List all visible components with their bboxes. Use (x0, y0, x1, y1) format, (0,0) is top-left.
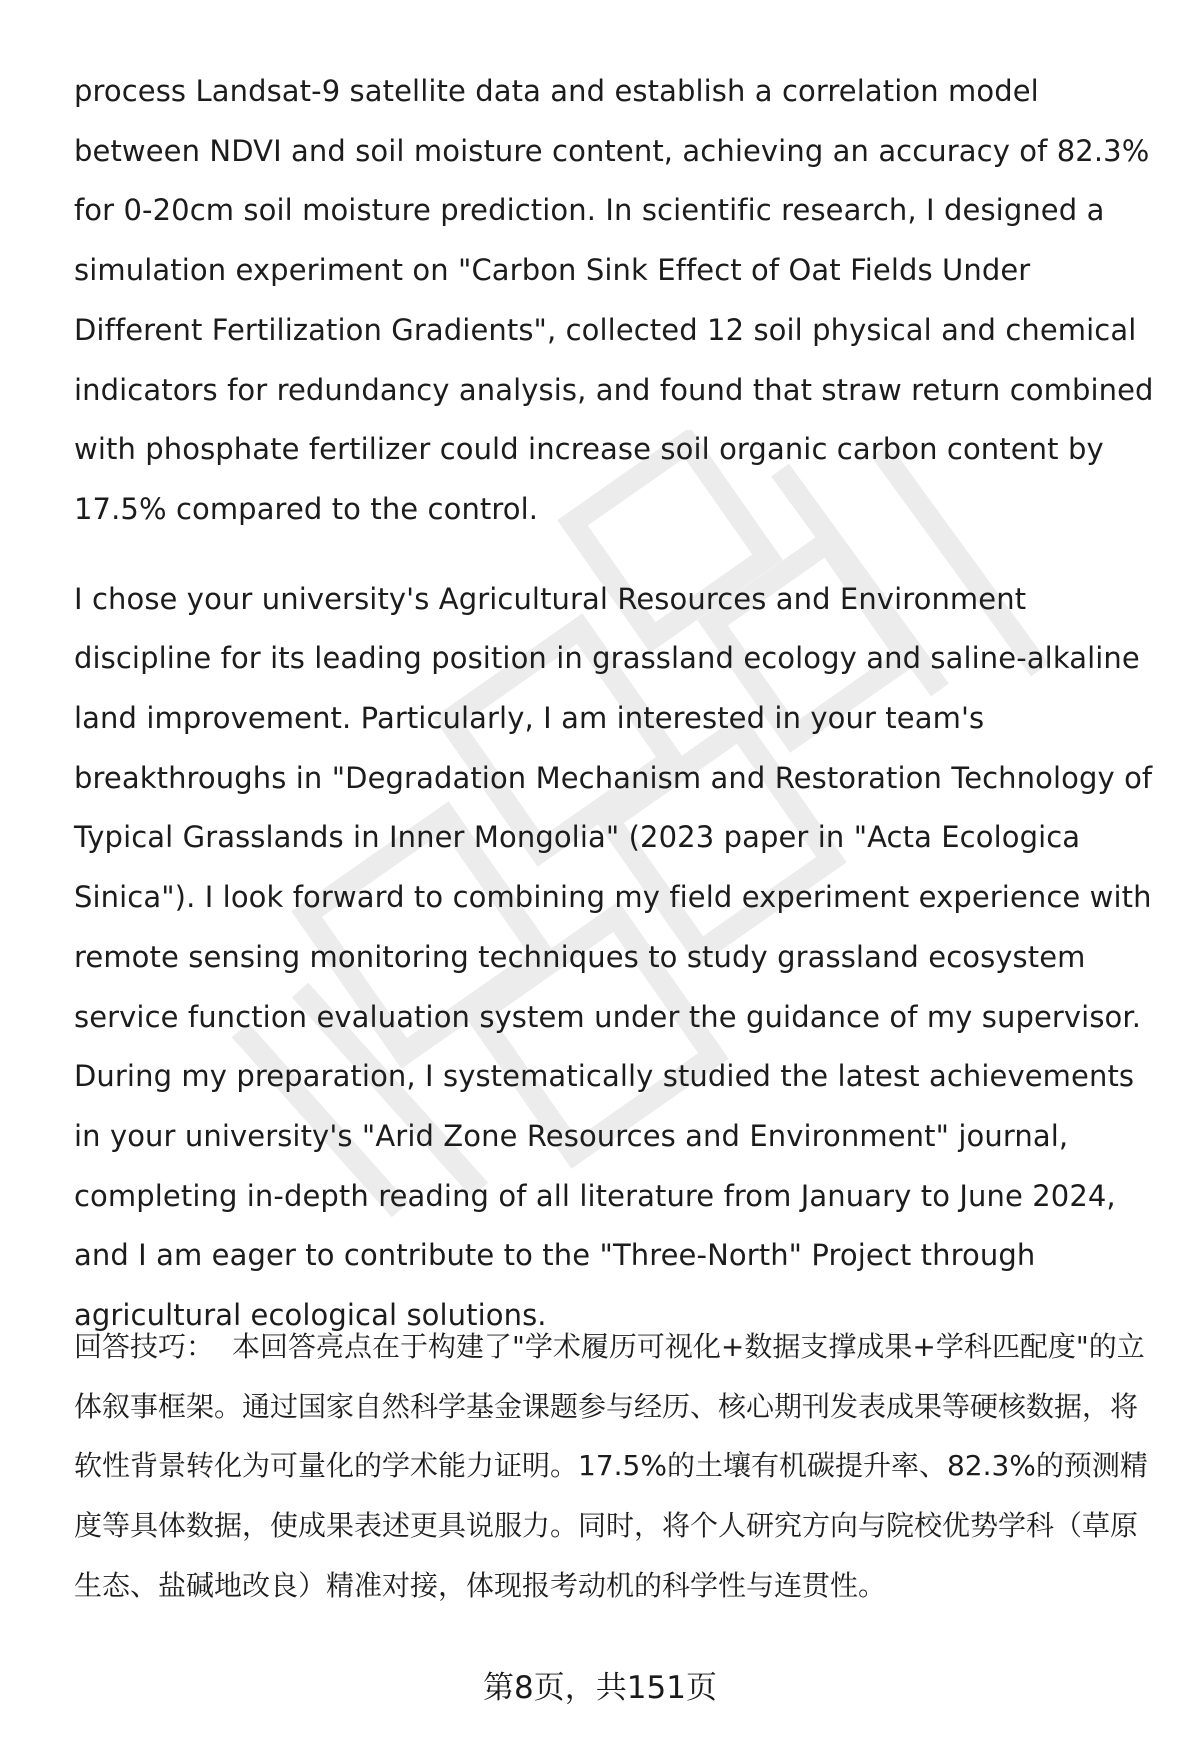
body-paragraph-1: process Landsat-9 satellite data and establish a correlation model between NDVI and soil moisture content, achieving an accuracy of 82.3% for 0-20cm soil moisture prediction. In scientific research, I designed a simulation experiment on "Carbon Sink Effect of Oat Fields Under Different Fertilization Gradients", collected 12 soil physical and chemical indicators for redundancy analysis, and found that straw return combined with phosphate fertilizer could increase soil organic carbon content by 17.5% compared to the control. (74, 74, 1154, 526)
body-paragraph-2: I chose your university's Agricultural Resources and Environment discipline for its leading position in grassland ecology and saline-alkaline land improvement. Particularly, I am interested in your team's breakthroughs in "Degradation Mechanism and Restoration Technology of Typical Grasslands in Inner Mongolia" (2023 paper in "Acta Ecologica Sinica"). I look forward to combining my field experiment experience with remote sensing monitoring techniques to study grassland ecosystem service function evaluation system under the guidance of my supervisor. During my preparation, I systematically studied the latest achievements in your university's "Arid Zone Resources and Environment" journal, completing in-depth reading of all literature from January to June 2024, and I am eager to contribute to the "Three-North" Project through agricultural ecological solutions. (74, 581, 1153, 1333)
page-indicator: 第8页，共151页 (483, 1670, 717, 1706)
answer-tips (74, 1317, 1164, 1616)
tips-label: 回答技巧： (74, 1330, 215, 1363)
tips-text: 本回答亮点在于构建了"学术履历可视化+数据支撑成果+学科匹配度"的立体叙事框架。通过国家自然科学基金课题参与经历、核心期刊发表成果等硬核数据，将软性背景转化为可量化的学术能力证明。17.5%的土壤有机碳提升率、82.3%的预测精度等具体数据，使成果表述更具说服力。同时，将个人研究方向与院校优势学科（草原生态、盐碱地改良）精准对接，体现报考动机的科学性与连贯性。 (74, 1330, 1148, 1602)
document-body (74, 62, 1164, 1346)
